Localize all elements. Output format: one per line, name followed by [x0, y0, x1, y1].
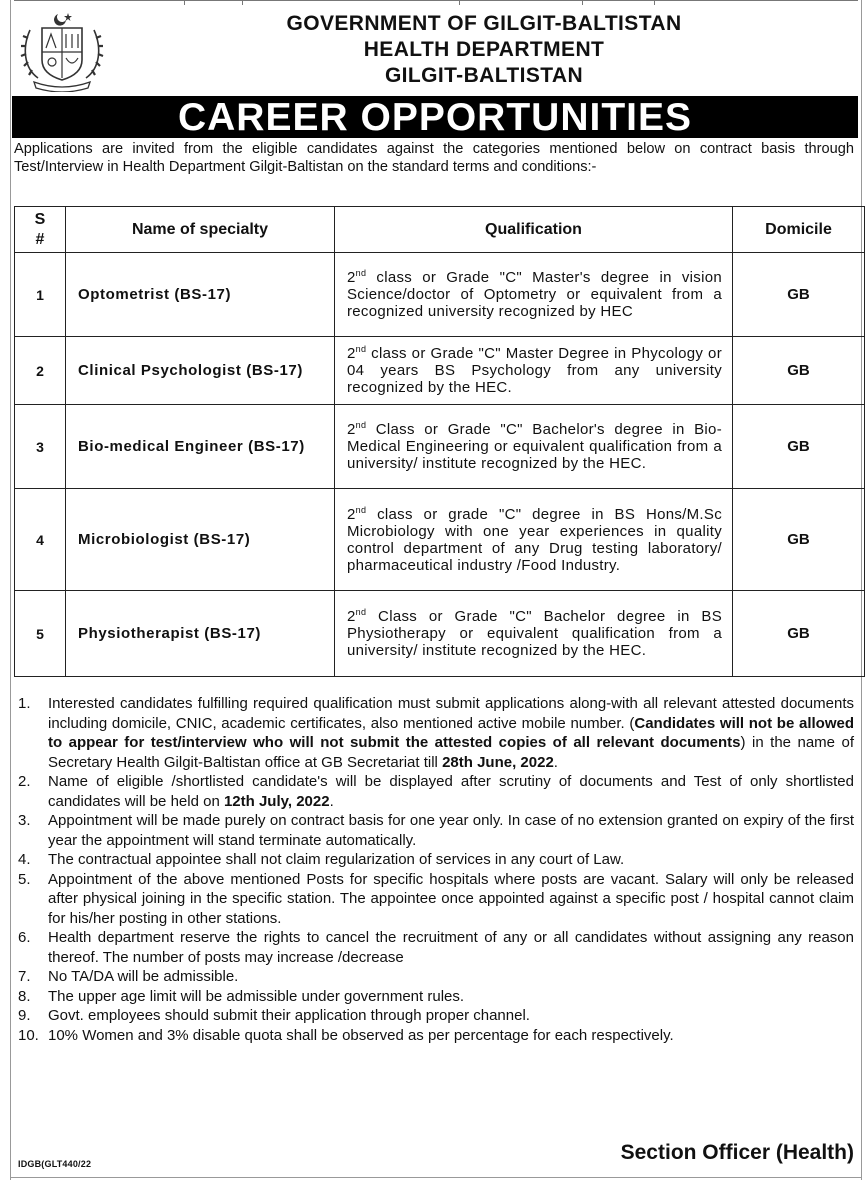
signatory-title: Section Officer (Health) — [620, 1141, 854, 1164]
row-sn: 3 — [15, 405, 66, 489]
table-row — [15, 405, 865, 489]
item-number: 2. — [18, 773, 31, 790]
item-text: Govt. employees should submit their application through proper channel. — [48, 1007, 530, 1024]
row-specialty: Clinical Psychologist (BS-17) — [66, 337, 335, 405]
row-qualification: 2nd class or grade "C" degree in BS Hons/M.Sc Microbiology with one year experiences in quality control department of any Drug testing laboratory/ pharmaceutical industry /Food Industry. — [335, 489, 733, 591]
item-text: Appointment will be made purely on contract basis for one year only. In case of no extension granted on expiry of the first year the appointment will stand terminate automatically. — [48, 812, 854, 849]
list-item — [14, 870, 854, 929]
reference-number: IDGB(GLT440/22 — [18, 1159, 92, 1169]
table-row — [15, 591, 865, 677]
row-domicile: GB — [733, 253, 865, 337]
item-text: The upper age limit will be admissible under government rules. — [48, 987, 465, 1005]
item-number: 1. — [18, 695, 31, 712]
page-title: CAREER OPPORTUNITIES — [12, 96, 858, 138]
list-item — [14, 1006, 854, 1026]
column-header-qualification: Qualification — [335, 207, 733, 253]
vacancies-table — [14, 206, 865, 677]
table-row — [15, 337, 865, 405]
list-item — [14, 967, 854, 987]
column-header-specialty: Name of specialty — [66, 207, 335, 253]
list-item — [14, 850, 854, 870]
gilgit-baltistan-emblem-icon — [16, 8, 108, 92]
intro-paragraph: Applications are invited from the eligible candidates against the categories mentioned below on contract basis through Test/Interview in Health Department Gilgit-Baltistan on the standard terms and conditions:- — [14, 141, 854, 175]
item-number: 10. — [18, 1026, 39, 1044]
row-specialty: Optometrist (BS-17) — [66, 253, 335, 337]
row-sn: 5 — [15, 591, 66, 677]
row-specialty: Physiotherapist (BS-17) — [66, 591, 335, 677]
list-item — [14, 811, 854, 850]
column-header-domicile: Domicile — [733, 207, 865, 253]
table-row — [15, 253, 865, 337]
list-item — [14, 928, 854, 967]
item-text: 10% Women and 3% disable quota shall be observed as per percentage for each respectively. — [48, 1026, 674, 1044]
list-item — [14, 987, 854, 1007]
list-item — [14, 694, 854, 772]
page-border-bottom — [10, 1177, 862, 1178]
government-name: GOVERNMENT OF GILGIT-BALTISTAN — [286, 12, 682, 35]
terms-and-conditions-list — [14, 694, 854, 1045]
department-name: HEALTH DEPARTMENT — [363, 38, 605, 61]
item-number: 8. — [18, 987, 31, 1005]
item-number: 5. — [18, 870, 31, 888]
item-number: 4. — [18, 851, 31, 868]
list-item — [14, 772, 854, 811]
row-sn: 2 — [15, 337, 66, 405]
row-qualification: 2nd Class or Grade "C" Bachelor's degree in Bio-Medical Engineering or equivalent qualification from a university/ institute recognized by the HEC. — [335, 405, 733, 489]
table-header-row — [15, 207, 865, 253]
row-qualification: 2nd class or Grade "C" Master's degree in vision Science/doctor of Optometry or equivalent from a recognized university recognized by HEC — [335, 253, 733, 337]
list-item — [14, 1026, 854, 1046]
row-sn: 1 — [15, 253, 66, 337]
item-number: 9. — [18, 1007, 31, 1024]
row-specialty: Bio-medical Engineer (BS-17) — [66, 405, 335, 489]
item-text: No TA/DA will be admissible. — [48, 968, 239, 985]
item-text: Appointment of the above mentioned Posts for specific hospitals where posts are vacant. Salary will only be released after physical joining in the specific station. The appointee once appointed against a specific post / hospital cannot claim for his/her posting in other stations. — [48, 870, 854, 927]
row-domicile: GB — [733, 591, 865, 677]
row-specialty: Microbiologist (BS-17) — [66, 489, 335, 591]
item-number: 7. — [18, 968, 31, 985]
region-name: GILGIT-BALTISTAN — [384, 64, 584, 87]
row-domicile: GB — [733, 337, 865, 405]
item-number: 3. — [18, 812, 31, 829]
letterhead — [100, 11, 868, 89]
column-header-sn: S # — [15, 207, 66, 253]
item-text: Name of eligible /shortlisted candidate's will be displayed after scrutiny of documents and Test of only shortlisted candidates will be held on 12th July, 2022. — [48, 773, 854, 810]
top-rule — [14, 0, 858, 4]
table-row — [15, 489, 865, 591]
row-qualification: 2nd Class or Grade "C" Bachelor degree in BS Physiotherapy or equivalent qualification from a university/ institute recognized by the HEC. — [335, 591, 733, 677]
row-domicile: GB — [733, 405, 865, 489]
item-number: 6. — [18, 929, 31, 946]
item-text: Interested candidates fulfilling required qualification must submit applications along-with all relevant attested documents including domicile, CNIC, academic certificates, also mentioned active mobile number. (Candidates will not be allowed to appear for test/interview who will not submit the attested copies of all relevant documents) in the name of Secretary Health Gilgit-Baltistan office at GB Secretariat till 28th June, 2022. — [48, 695, 854, 771]
row-sn: 4 — [15, 489, 66, 591]
row-domicile: GB — [733, 489, 865, 591]
page-border-left — [10, 0, 11, 1180]
item-text: Health department reserve the rights to cancel the recruitment of any or all candidates without assigning any reason thereof. The number of posts may increase /decrease — [48, 929, 854, 966]
item-text: The contractual appointee shall not claim regularization of services in any court of Law. — [48, 851, 625, 868]
row-qualification: 2nd class or Grade "C" Master Degree in Phycology or 04 years BS Psychology from any university recognized by the HEC. — [335, 337, 733, 405]
